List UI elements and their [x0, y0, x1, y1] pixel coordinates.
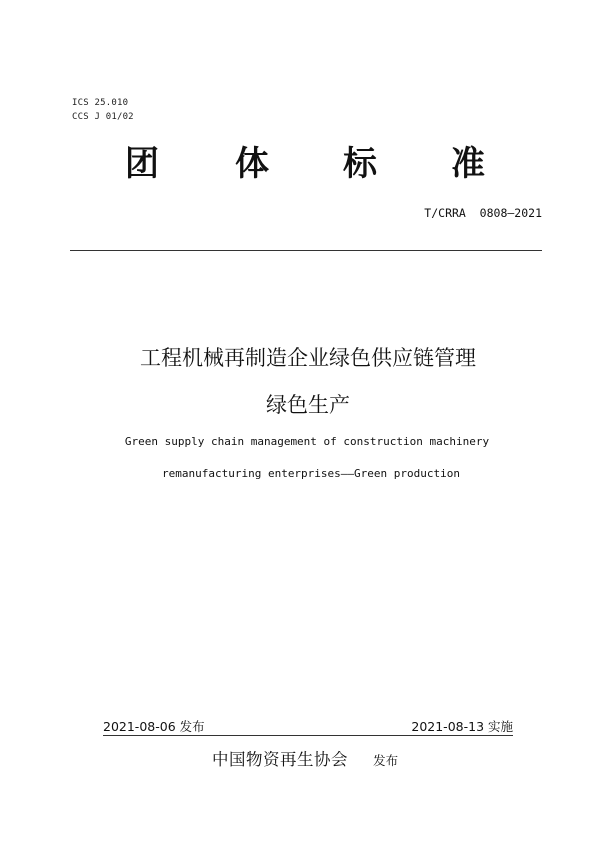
publisher-name: 中国物资再生协会	[212, 750, 348, 769]
document-title-en-line1: Green supply chain management of construction machinery	[124, 435, 490, 448]
publish-date: 2021-08-06 发布	[103, 719, 205, 734]
document-title-zh-line2: 绿色生产	[266, 393, 350, 417]
header-divider	[70, 250, 542, 251]
title-char-3: 标	[343, 144, 377, 184]
publisher-suffix: 发布	[373, 753, 399, 768]
classification-codes	[72, 96, 134, 124]
title-char-2: 体	[235, 144, 269, 184]
date-row	[103, 717, 513, 736]
document-title-zh-line1: 工程机械再制造企业绿色供应链管理	[140, 346, 476, 370]
implement-date: 2021-08-13 实施	[411, 719, 513, 734]
document-title-en-line2: remanufacturing enterprises——Green production	[161, 467, 460, 480]
ics-code: ICS 25.010	[72, 98, 129, 108]
standard-code: T/CRRA 0808—2021	[424, 206, 542, 220]
standard-type-title	[95, 142, 525, 192]
publisher	[212, 746, 398, 770]
title-char-1: 团	[125, 144, 159, 184]
ccs-code: CCS J 01/02	[72, 112, 134, 122]
title-char-4: 准	[451, 144, 485, 184]
